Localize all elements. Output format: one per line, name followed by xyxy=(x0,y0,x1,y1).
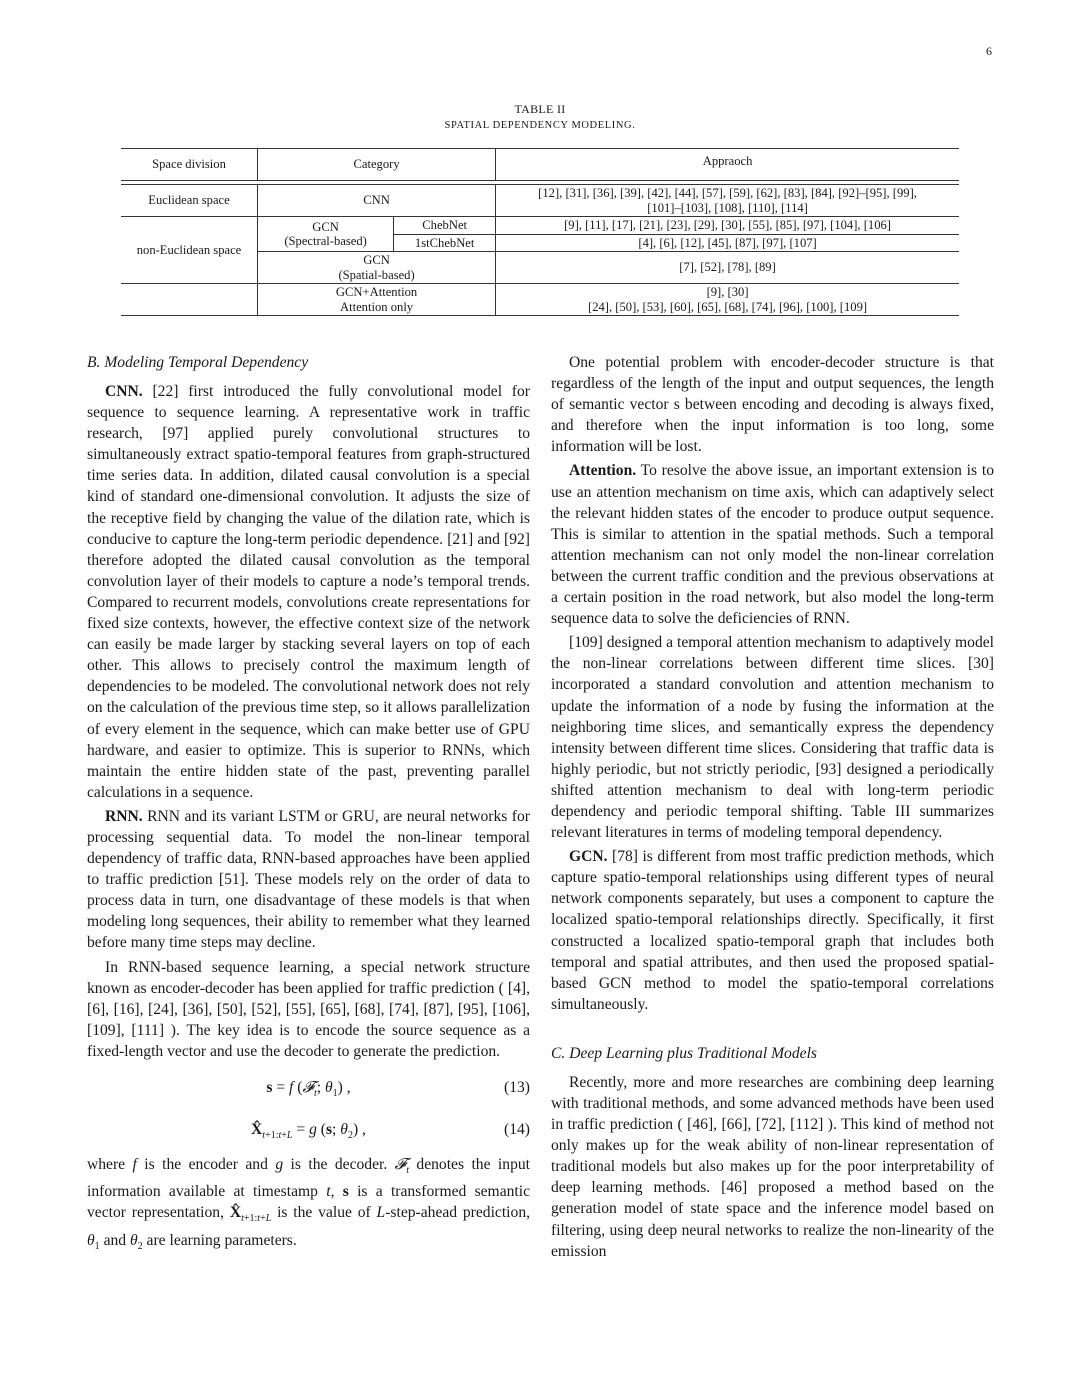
category-line: (Spatial-based) xyxy=(338,267,415,282)
paragraph-where: where f is the encoder and g is the decoder. 𝓕$_t$ denotes the input information available at timestamp t, s is a transformed semantic vector representation, $X̂_{t+1:t+L}$ is the value of L-step-ahead prediction, $\theta_1$ and $\theta_2$ are learning parameters. xyxy=(87,1156,531,1252)
section-heading-b: B. Modeling Temporal Dependency xyxy=(87,354,309,371)
paragraph-text: [78] is different from most traffic prediction methods, which capture spatio-temporal relationships using different types of neural network components separately, but uses a component to capture the localized spatio-temporal relationships directly. Specifically, it first constructed a localized spatio-temporal graph that includes both temporal and spatial attributes, and then used the proposed spatial-based GCN method to model the spatio-temporal correlations simultaneously. xyxy=(551,848,994,1013)
firstchebnet-refs: [4], [6], [12], [45], [87], [97], [107] xyxy=(496,234,959,252)
refs-line: [12], [31], [36], [39], [42], [44], [57], [59], [62], [83], [84], [92]–[95], [99], xyxy=(538,186,917,200)
equation-number: (13) xyxy=(504,1079,530,1096)
paragraph-lead: Attention. xyxy=(569,462,637,480)
paragraph-text: [22] first introduced the fully convolutional model for sequence to sequence learning. A representative work in traffic research, [97] applied purely convolutional structures to simultaneously extract spatio-temporal features from graph-structured time series data. In addition, dilated causal convolution is a special kind of standard one-dimensional convolution. It adjusts the size of the receptive field by changing the value of the dilation rate, which is conducive to capture the long-term periodic dependence. [21] and [92] therefore adopted the dilated causal convolution as the temporal convolution layer of their models to capture a node’s temporal trends. Compared to recurrent models, convolutions create representations for fixed size contexts, however, the effective context size of the network can easily be made larger by stacking several layers on top of each other. This allows to precisely control the maximum length of dependencies to be modeled. The convolutional network does not rely on the calculation of the previous time step, so it allows parallelization of every element in the sequence, which can make better use of GPU hardware, and easier to optimize. This is superior to RNNs, which maintain the entire hidden state of the past, preventing parallel calculations in a sequence. xyxy=(87,383,530,801)
attention-categories xyxy=(258,284,496,316)
gcn-spectral-category xyxy=(258,217,394,252)
header-space-division: Space division xyxy=(152,157,226,172)
firstchebnet-category: 1stChebNet xyxy=(394,234,496,252)
page-number: 6 xyxy=(986,44,992,58)
paragraph-text: To resolve the above issue, an important extension is to use an attention mechanism on time axis, which can adaptively select the relevant hidden states of the encoder to produce output sequence. This is similar to attention in the spatial methods. Such a temporal attention mechanism can not only model the non-linear correlation between the current traffic condition and the previous observations at a certain position in the road network, but also model the long-term sequence data to solve the deficiencies of RNN. xyxy=(551,462,994,628)
paragraph-lead: RNN. xyxy=(105,807,143,825)
category-line: (Spectral-based) xyxy=(284,234,367,248)
paragraph-cnn xyxy=(87,381,530,803)
category-line: GCN+Attention xyxy=(335,285,418,299)
row-euclidean-division: Euclidean space xyxy=(148,193,230,208)
paragraph-lead: CNN. xyxy=(105,383,143,400)
category-line: GCN xyxy=(363,253,390,267)
paragraph-attention xyxy=(551,460,994,629)
section-heading-c: C. Deep Learning plus Traditional Models xyxy=(551,1044,817,1062)
gcn-spatial-category xyxy=(258,252,496,284)
equation-number: (14) xyxy=(504,1121,530,1138)
refs-line: [9], [30] xyxy=(706,285,749,299)
equation-14: $X̂_{t+1:t+L} = g$ (s; $\theta_2$) , (14) xyxy=(87,1118,530,1142)
attention-refs xyxy=(496,284,959,316)
row-euclidean-refs xyxy=(496,185,959,217)
paragraph-text: RNN and its variant LSTM or GRU, are neural networks for processing sequential data. To model the non-linear temporal dependency of traffic data, RNN-based approaches have been applied to traffic prediction [51]. These models rely on the order of data to process data in turn, one disadvantage of these models is that when modeling long sequences, their ability to remember what they learned before many time steps may decline. xyxy=(87,807,530,952)
left-column xyxy=(87,352,530,1257)
spatial-dependency-table xyxy=(121,148,959,316)
paragraph-rnn xyxy=(87,806,530,954)
row-noneuclidean-division: non-Euclidean space xyxy=(136,242,242,257)
paragraph-encoder-problem: One potential problem with encoder-decoder structure is that regardless of the length of the input and output sequences, the length of semantic vector s between encoding and decoding is always fixed, and therefore when the input information is too long, some information will be lost. xyxy=(551,354,994,456)
paragraph-encoder-decoder: In RNN-based sequence learning, a special network structure known as encoder-decoder has been applied for traffic prediction ( [4], [6], [16], [24], [36], [50], [52], [55], [65], [68], [74], [87], [95], [106], [109], [111] ). The key idea is to encode the source sequence as a fixed-length vector and use the decoder to generate the prediction. xyxy=(87,958,530,1060)
category-line: Attention only xyxy=(340,299,414,314)
paragraph-temporal-attention: [109] designed a temporal attention mechanism to adaptively model the non-linear correlations between different time slices. [30] incorporated a standard convolution and attention mechanism to update the information of a node by fusing the information at the neighboring time slices, and semantically express the dependency intensity between different time slices. Considering that traffic data is highly periodic, but not strictly periodic, [93] designed a periodically shifted attention mechanism to deal with long-term periodic dependency and periodic temporal shifting. Table III summarizes relevant literatures in terms of modeling temporal dependency. xyxy=(551,634,994,842)
chebnet-category: ChebNet xyxy=(394,217,496,235)
header-category: Category xyxy=(258,149,496,181)
right-column xyxy=(551,352,994,1262)
row-euclidean-category: CNN xyxy=(258,185,496,217)
header-approach: Appraoch xyxy=(496,149,959,181)
chebnet-refs: [9], [11], [17], [21], [23], [29], [30], [55], [85], [97], [104], [106] xyxy=(496,217,959,235)
category-line: GCN xyxy=(312,219,339,234)
spatial-refs: [7], [52], [78], [89] xyxy=(496,252,959,284)
equation-13: s = f (𝓕$_t$; $\theta_1$) , (13) xyxy=(87,1076,530,1100)
table-caption: SPATIAL DEPENDENCY MODELING. xyxy=(444,120,636,131)
paragraph-lead: GCN. xyxy=(569,848,608,866)
paragraph-gcn xyxy=(551,846,994,1015)
refs-line: [101]–[103], [108], [110], [114] xyxy=(647,200,808,215)
refs-line: [24], [50], [53], [60], [65], [68], [74], [96], [100], [109] xyxy=(588,299,868,314)
table-label: TABLE II xyxy=(514,102,566,116)
paragraph-hybrid: Recently, more and more researches are combining deep learning with traditional methods, and some advanced methods have been used in traffic prediction ( [46], [66], [72], [112] ). This kind of method not only makes up for the weak ability of non-linear representation of traditional models but also makes up for the poor interpretability of deep learning methods. [46] proposed a method based on the generation model of state space and the inference model based on filtering, using deep neural networks to realize the non-linearity of the emission xyxy=(551,1073,994,1260)
